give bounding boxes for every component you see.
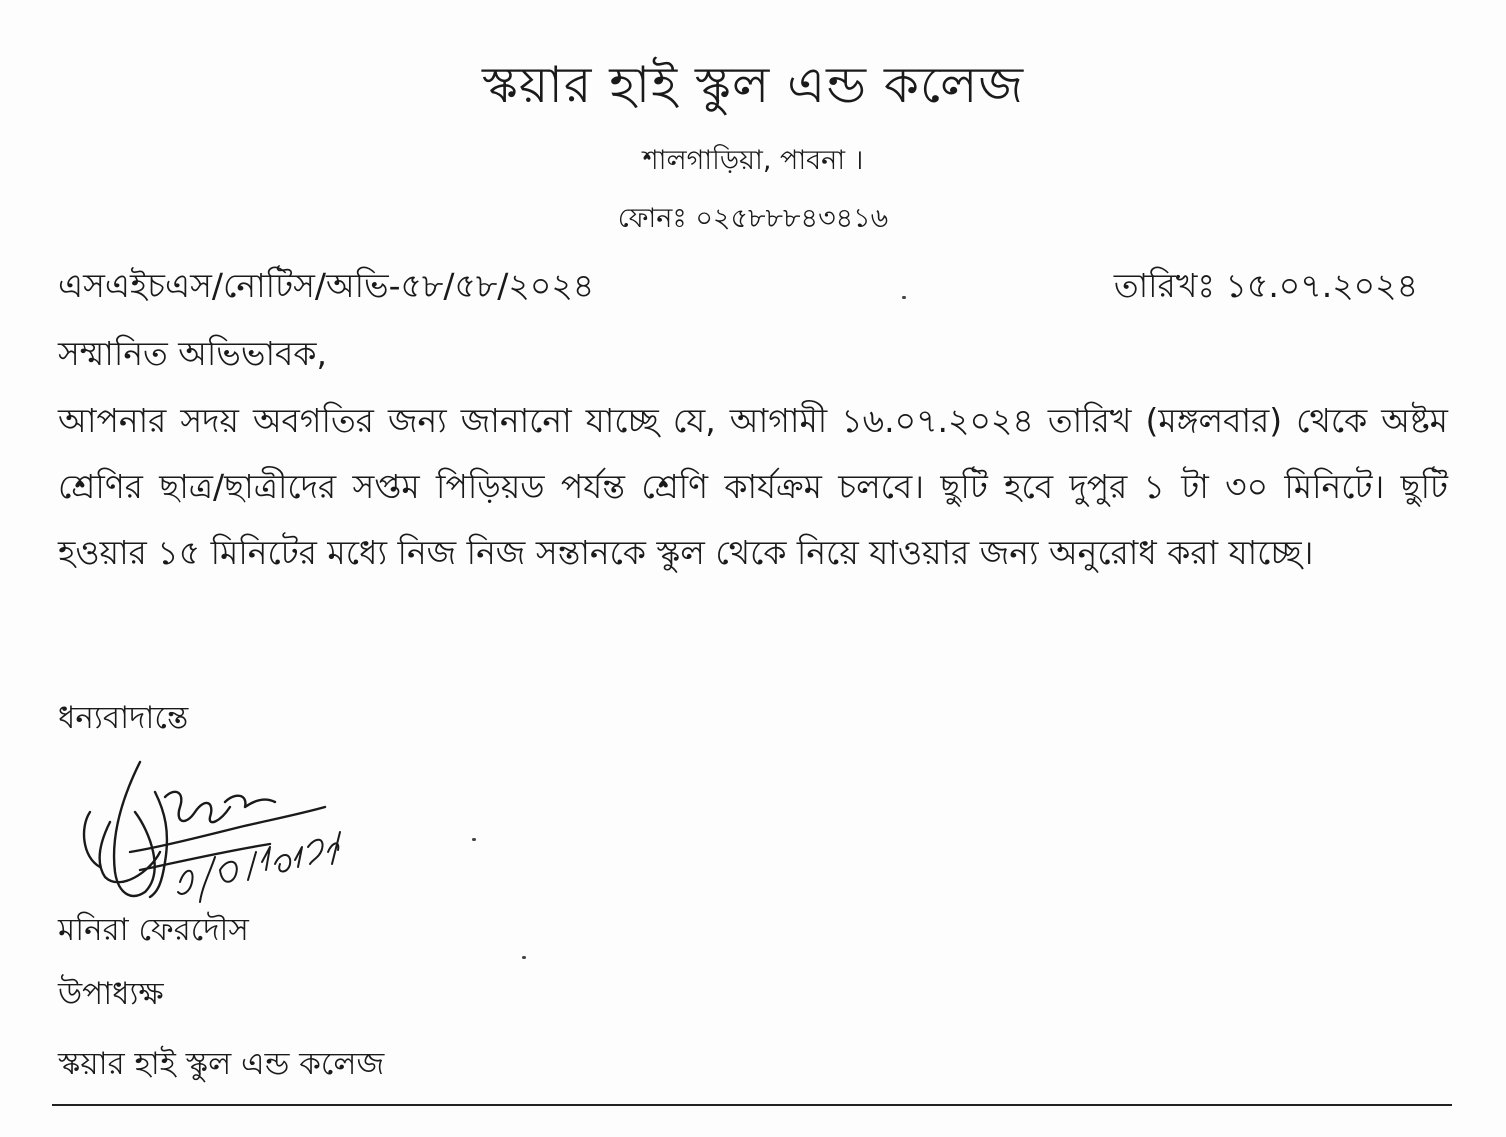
notice-date: তারিখঃ ১৫.০৭.২০২৪: [1113, 266, 1418, 305]
signer-institution: স্কয়ার হাই স্কুল এন্ড কলেজ: [58, 1046, 385, 1082]
notice-body: আপনার সদয় অবগতির জন্য জানানো যাচ্ছে যে, আগামী ১৬.০৭.২০২৪ তারিখ (মঙ্গলবার) থেকে অষ্টম শ্রেণির ছাত্র/ছাত্রীদের সপ্তম পিড়িয়ড পর্যন্ত শ্রেণি কার্যক্রম চলবে। ছুটি হবে দুপুর ১ টা ৩০ মিনিটে। ছুটি হওয়ার ১৫ মিনিটের মধ্যে নিজ নিজ সন্তানকে স্কুল থেকে নিয়ে যাওয়ার জন্য অনুরোধ করা যাচ্ছে।: [58, 401, 1448, 572]
signer-designation: উপাধ্যক্ষ: [58, 976, 164, 1012]
scan-speck: [472, 838, 476, 841]
salutation: সম্মানিত অভিভাবক,: [58, 334, 327, 373]
scan-speck: [522, 956, 526, 959]
school-name-heading: স্কয়ার হাই স্কুল এন্ড কলেজ: [481, 56, 1025, 114]
school-phone: ফোনঃ ০২৫৮৮৮৪৩৪১৬: [617, 203, 889, 234]
bottom-divider: [52, 1104, 1452, 1106]
closing-line: ধন্যবাদান্তে: [58, 700, 189, 736]
signer-name: মনিরা ফেরদৌস: [58, 912, 249, 948]
school-address: শালগাড়িয়া, পাবনা ।: [642, 145, 864, 176]
scan-speck: [902, 296, 906, 299]
handwritten-signature: [70, 752, 350, 922]
reference-row: [58, 260, 1418, 316]
memo-number: এসএইচএস/নোটিস/অভি-৫৮/৫৮/২০২৪: [58, 266, 595, 305]
